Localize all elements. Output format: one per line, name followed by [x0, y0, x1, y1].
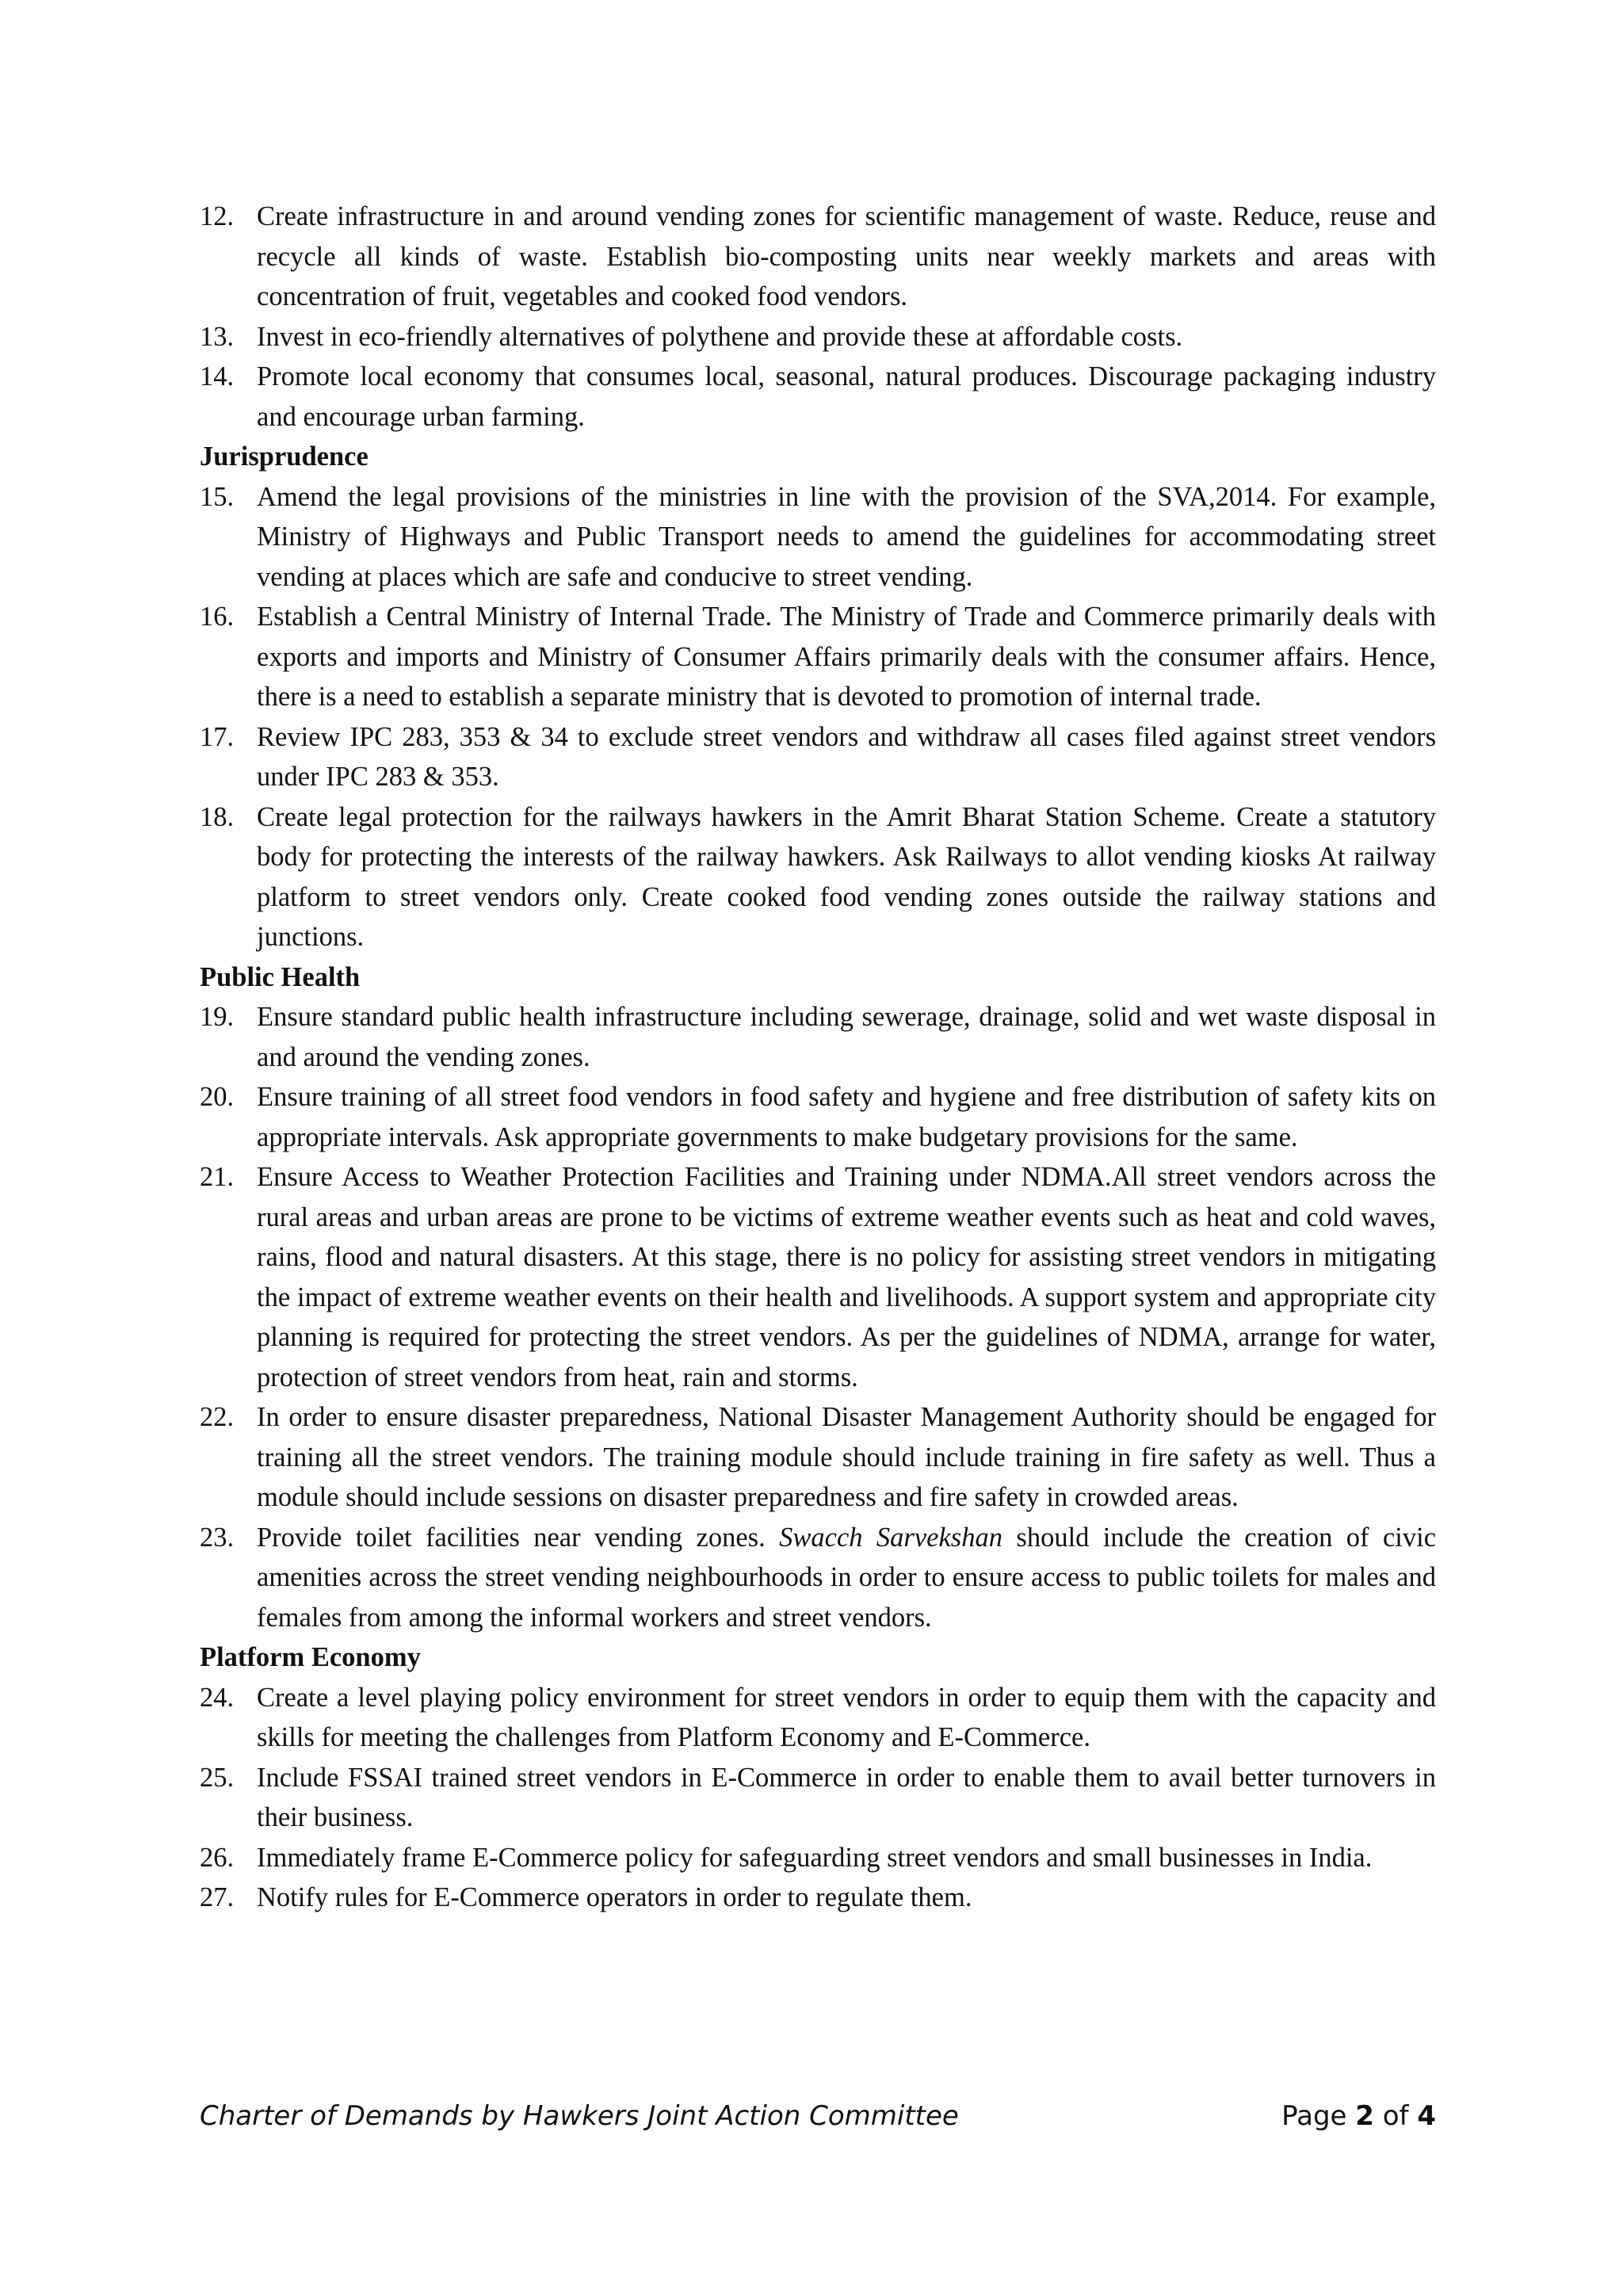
list-item-24 [200, 1678, 1436, 1758]
item-text-before: Provide toilet facilities near vending zones. [257, 1522, 780, 1553]
item-number: 19. [200, 1002, 235, 1032]
page-footer [200, 2100, 1436, 2132]
item-number: 14. [200, 361, 235, 392]
document-body [200, 197, 1436, 1918]
item-text: Invest in eco-friendly alternatives of polythene and provide these at affordable costs. [257, 321, 1183, 352]
list-item-17 [200, 717, 1436, 797]
list-item-22 [200, 1397, 1436, 1518]
item-number: 13. [200, 321, 235, 352]
item-text: Ensure training of all street food vendors in food safety and hygiene and free distribution of safety kits on appropriate intervals. Ask appropriate governments to make budgetary provisions for the same. [257, 1082, 1436, 1152]
list-item-15 [200, 477, 1436, 598]
page-number [1281, 2100, 1436, 2132]
item-text: Create legal protection for the railways hawkers in the Amrit Bharat Station Scheme. Create a statutory body for protecting the interests of the railway hawkers. Ask Railways to allot vending kiosks At railway platform to street vendors only. Create cooked food vending zones outside the railway stations and junctions. [257, 801, 1436, 952]
item-text: Create infrastructure in and around vending zones for scientific management of waste. Reduce, reuse and recycle all kinds of waste. Establish bio-composting units near weekly markets and areas with concentration of fruit, vegetables and cooked food vendors. [257, 201, 1436, 311]
footer-document-title: Charter of Demands by Hawkers Joint Action Committee [200, 2100, 959, 2132]
section-heading-public-health: Public Health [200, 961, 361, 992]
list-item-14 [200, 357, 1436, 437]
list-item-19 [200, 997, 1436, 1077]
item-text: Review IPC 283, 353 & 34 to exclude street vendors and withdraw all cases filed against street vendors under IPC 283 & 353. [257, 721, 1436, 792]
item-number: 22. [200, 1402, 235, 1432]
item-number: 25. [200, 1762, 235, 1793]
list-item-18 [200, 797, 1436, 957]
page-of: of [1373, 2100, 1418, 2132]
page-total: 4 [1417, 2100, 1436, 2132]
list-item-12 [200, 197, 1436, 317]
item-number: 21. [200, 1162, 235, 1192]
item-number: 27. [200, 1882, 235, 1912]
item-text: Create a level playing policy environment for street vendors in order to equip them with the capacity and skills for meeting the challenges from Platform Economy and E-Commerce. [257, 1682, 1436, 1752]
item-text: In order to ensure disaster preparedness, National Disaster Management Authority should be engaged for training all the street vendors. The training module should include training in fire safety as well. Thus a module should include sessions on disaster preparedness and fire safety in crowded areas. [257, 1402, 1436, 1512]
item-number: 15. [200, 481, 235, 512]
item-number: 18. [200, 801, 235, 832]
item-text: Ensure standard public health infrastructure including sewerage, drainage, solid and wet waste disposal in and around the vending zones. [257, 1002, 1436, 1072]
item-text [257, 1518, 1436, 1638]
item-text-italic: Swacch Sarvekshan [779, 1522, 1002, 1553]
item-number: 26. [200, 1842, 235, 1873]
list-item-23 [200, 1518, 1436, 1638]
page-prefix: Page [1281, 2100, 1356, 2132]
item-text: Ensure Access to Weather Protection Facilities and Training under NDMA.All street vendors across the rural areas and urban areas are prone to be victims of extreme weather events such as heat and cold waves, rains, flood and natural disasters. At this stage, there is no policy for assisting street vendors in mitigating the impact of extreme weather events on their health and livelihoods. A support system and appropriate city planning is required for protecting the street vendors. As per the guidelines of NDMA, arrange for water, protection of street vendors from heat, rain and storms. [257, 1162, 1436, 1392]
item-text: Immediately frame E-Commerce policy for safeguarding street vendors and small businesses in India. [257, 1842, 1373, 1873]
item-text: Promote local economy that consumes local, seasonal, natural produces. Discourage packaging industry and encourage urban farming. [257, 361, 1436, 432]
list-item-20 [200, 1077, 1436, 1157]
item-text: Include FSSAI trained street vendors in E-Commerce in order to enable them to avail better turnovers in their business. [257, 1762, 1436, 1832]
item-text: Notify rules for E-Commerce operators in order to regulate them. [257, 1882, 972, 1912]
list-item-27 [200, 1878, 1436, 1918]
item-number: 17. [200, 721, 235, 752]
item-number: 24. [200, 1682, 235, 1713]
item-number: 20. [200, 1082, 235, 1112]
section-heading-platform-economy: Platform Economy [200, 1642, 421, 1672]
item-number: 12. [200, 201, 235, 231]
list-item-21 [200, 1157, 1436, 1397]
item-text-after: should include the creation of civic amenities across the street vending neighbourhoods in order to ensure access to public toilets for males and females from among the informal workers and street vendors. [257, 1522, 1437, 1633]
list-item-26 [200, 1838, 1436, 1878]
page-current: 2 [1355, 2100, 1374, 2132]
section-heading-jurisprudence: Jurisprudence [200, 441, 369, 472]
item-number: 16. [200, 602, 235, 632]
item-text: Establish a Central Ministry of Internal Trade. The Ministry of Trade and Commerce primarily deals with exports and imports and Ministry of Consumer Affairs primarily deals with the consumer affairs. Hence, there is a need to establish a separate ministry that is devoted to promotion of internal trade. [257, 602, 1436, 712]
list-item-25 [200, 1758, 1436, 1838]
list-item-16 [200, 597, 1436, 717]
list-item-13 [200, 317, 1436, 357]
item-number: 23. [200, 1522, 235, 1553]
item-text: Amend the legal provisions of the ministries in line with the provision of the SVA,2014. For example, Ministry of Highways and Public Transport needs to amend the guidelines for accommodating street vending at places which are safe and conducive to street vending. [257, 481, 1436, 592]
